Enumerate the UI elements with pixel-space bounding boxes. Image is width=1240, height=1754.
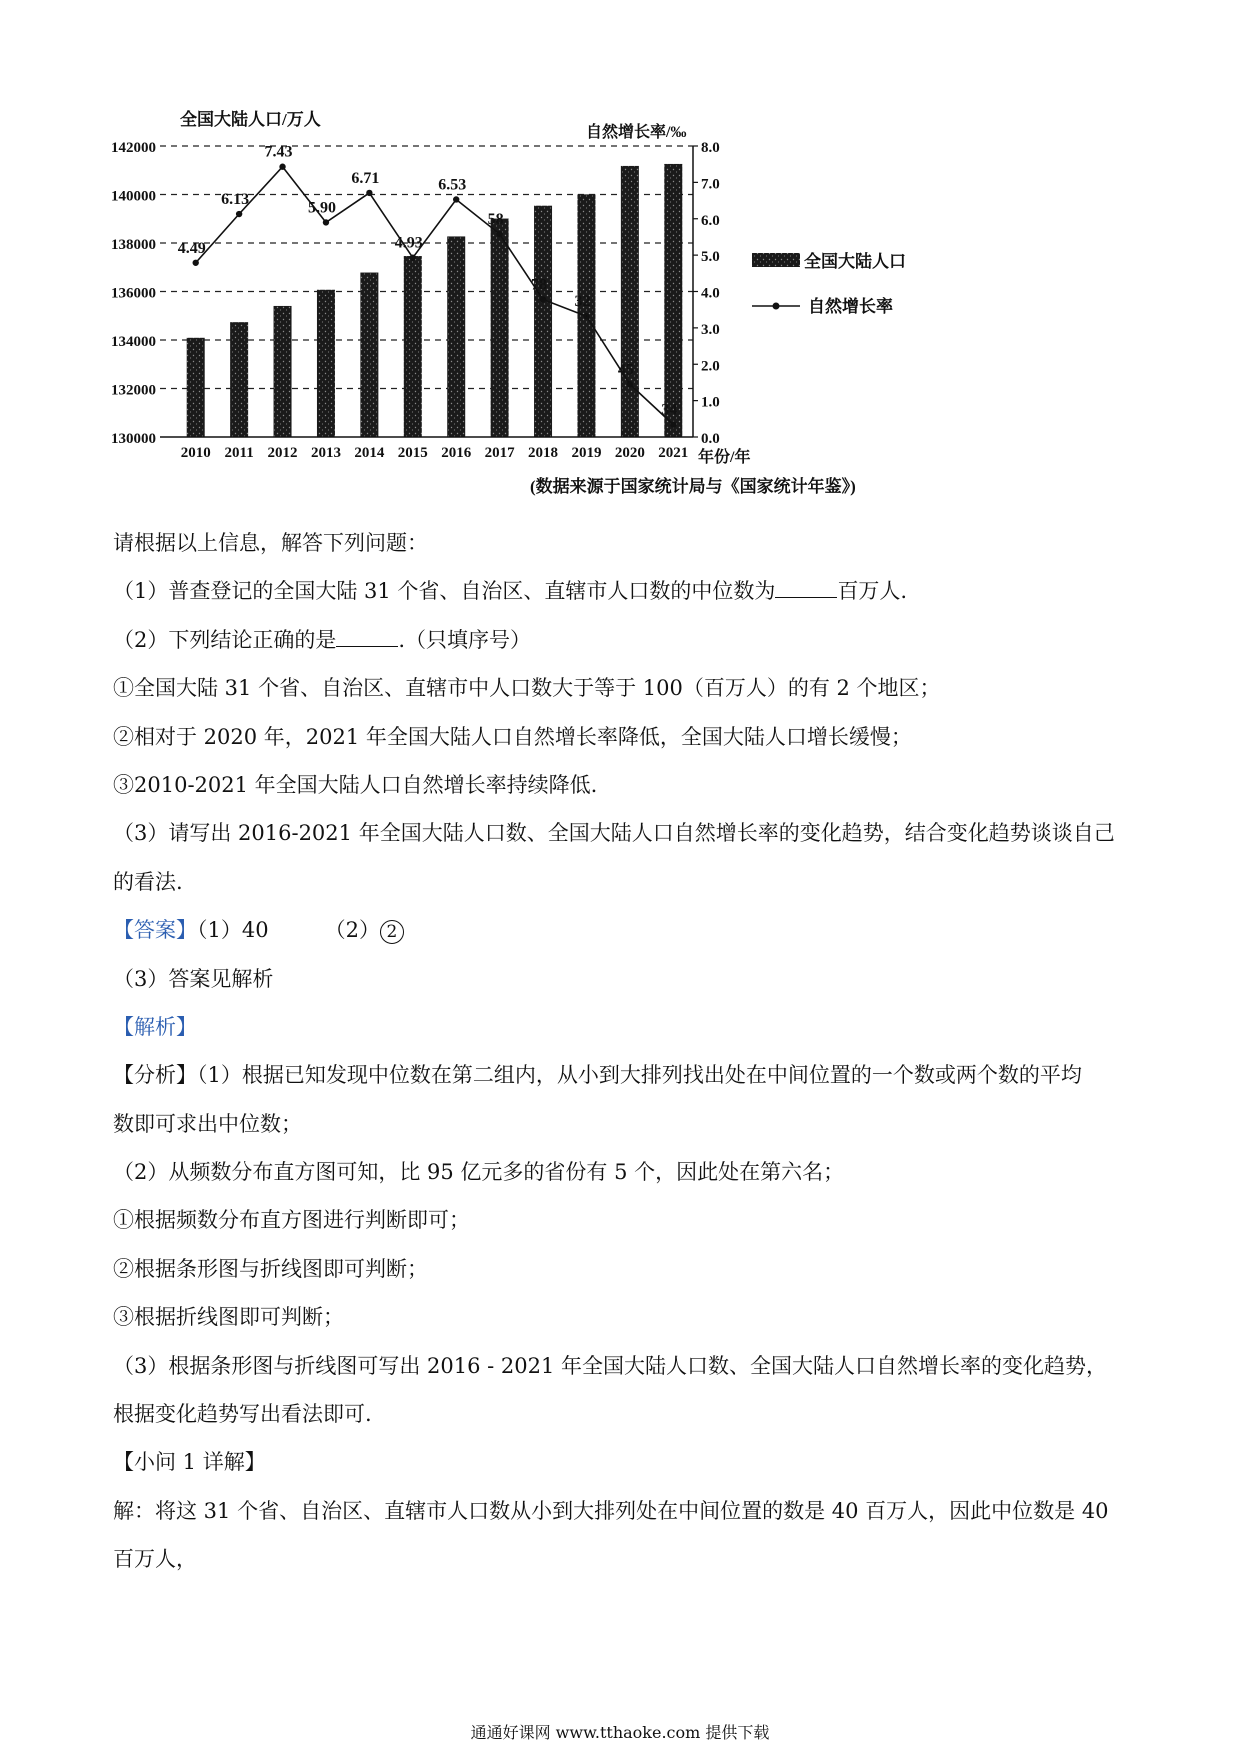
growth-rate-point: [366, 190, 372, 196]
x-tick-label: 2015: [397, 445, 428, 461]
left-tick-label: 136000: [111, 285, 156, 302]
growth-rate-data-label: 6.53: [438, 176, 467, 194]
x-tick-label: 2019: [571, 445, 602, 461]
population-bars: [187, 164, 683, 437]
population-bar: [491, 219, 509, 437]
growth-rate-data-label: 78: [531, 276, 548, 294]
legend-bar-label: 全国大陆人口: [804, 252, 906, 271]
growth-rate-point: [670, 421, 676, 427]
population-bar: [230, 322, 248, 437]
q1-unit: 百万人.: [837, 579, 908, 604]
answer-blank: [336, 626, 398, 647]
x-tick-label: 2013: [310, 445, 341, 461]
statement-3: ③2010-2021 年全国大陆人口自然增长率持续降低.: [113, 772, 598, 797]
population-bar: [621, 166, 639, 437]
answer-line: [113, 915, 1133, 945]
left-tick-label: 134000: [111, 334, 156, 350]
growth-rate-point: [410, 254, 416, 260]
analysis-2: （2）从频数分布直方图可知，比 95 亿元多的省份有 5 个，因此处在第六名；: [113, 1160, 845, 1185]
growth-rate-point: [193, 260, 199, 266]
growth-rate-data-label: 45: [617, 361, 634, 379]
answer-2-circled: 2: [380, 920, 404, 944]
answer-1: （1）40: [197, 918, 269, 943]
right-tick-label: 6.0: [701, 212, 720, 229]
growth-rate-line: [178, 144, 678, 428]
analysis-tag: 【解析】: [113, 1014, 197, 1039]
left-tick-label: 140000: [111, 188, 156, 205]
growth-rate-point: [627, 381, 633, 387]
growth-rate-point: [453, 196, 459, 202]
answer-tag: 【答案】: [113, 918, 197, 943]
right-tick-label: 2.0: [701, 358, 720, 375]
population-bar: [534, 206, 552, 437]
growth-rate-polyline: [196, 167, 674, 425]
growth-rate-data-label: 7.43: [264, 143, 293, 161]
growth-rate-point: [540, 296, 546, 302]
x-tick-label: 2016: [441, 445, 472, 461]
question-text: [113, 528, 1133, 1593]
q2-text: （2）下列结论正确的是: [113, 627, 337, 652]
analysis-2-1: ①根据频数分布直方图进行判断即可；: [113, 1208, 470, 1233]
growth-rate-data-label: 4.49: [177, 239, 206, 257]
legend-line-label: 自然增长率: [808, 297, 893, 316]
x-tick-label: 2014: [354, 445, 385, 461]
answer-blank: [775, 577, 837, 598]
analysis-3-line-1: （3）根据条形图与折线图可写出 2016 - 2021 年全国大陆人口数、全国大陆人口自然增长率的变化趋势，: [113, 1353, 1108, 1378]
left-axis-label: 全国大陆人口/万人: [180, 110, 321, 129]
legend-bar-swatch: [752, 253, 800, 267]
question-1: [113, 576, 1133, 606]
population-bar: [274, 306, 292, 437]
right-tick-label: 1.0: [701, 394, 720, 411]
question-3-line-2: 的看法.: [113, 869, 183, 894]
answer-2-label: （2）: [324, 918, 380, 943]
x-tick-label: 2020: [614, 445, 645, 461]
growth-rate-point: [496, 231, 502, 237]
q1-text: （1）普查登记的全国大陆 31 个省、自治区、直辖市人口数的中位数为: [113, 579, 776, 604]
question-3-line-1: （3）请写出 2016-2021 年全国大陆人口数、全国大陆人口自然增长率的变化趋势，结合变化趋势谈谈自己: [113, 821, 1115, 846]
right-tick-label: 4.0: [701, 285, 720, 302]
solution-line-2: 百万人，: [113, 1547, 197, 1572]
growth-rate-point: [583, 313, 589, 319]
growth-rate-data-label: 34: [661, 401, 678, 419]
growth-rate-data-label: 4.93: [394, 234, 423, 252]
growth-rate-data-label: 32: [574, 293, 591, 311]
population-bar: [187, 338, 205, 437]
growth-rate-point: [236, 211, 242, 217]
x-tick-label: 2011: [224, 445, 254, 461]
population-chart: [0, 0, 1240, 500]
x-tick-label: 2021: [658, 445, 689, 461]
analysis-1-line-1: 【分析】（1）根据已知发现中位数在第二组内，从小到大排列找出处在中间位置的一个数或两个数的平均: [113, 1063, 1082, 1088]
right-tick-label: 0.0: [701, 431, 720, 447]
left-tick-label: 138000: [111, 237, 156, 253]
analysis-1-line-2: 数即可求出中位数；: [113, 1111, 302, 1136]
q2-note: .（只填序号）: [398, 627, 532, 652]
growth-rate-data-label: 5.90: [307, 199, 336, 217]
x-tick-label: 2010: [180, 445, 211, 461]
footer-watermark: 通通好课网 www.tthaoke.com 提供下载: [470, 1723, 770, 1742]
statement-1: ①全国大陆 31 个省、自治区、直辖市中人口数大于等于 100（百万人）的有 2 个地区；: [113, 676, 941, 701]
growth-rate-data-label: 6.13: [221, 191, 250, 209]
left-tick-label: 132000: [111, 382, 156, 399]
detail-1-heading: 【小问 1 详解】: [113, 1450, 266, 1475]
population-bar: [360, 273, 378, 437]
x-tick-label: 2012: [267, 445, 298, 461]
population-bar: [447, 236, 465, 437]
x-axis-label: 年份/年: [698, 449, 751, 466]
source-note: (数据来源于国家统计局与《国家统计年鉴》): [530, 477, 856, 496]
population-bar: [664, 164, 682, 437]
population-bar: [317, 290, 335, 437]
statement-2: ②相对于 2020 年，2021 年全国大陆人口自然增长率降低，全国大陆人口增长缓慢；: [113, 724, 912, 749]
analysis-2-3: ③根据折线图即可判断；: [113, 1305, 344, 1330]
right-tick-label: 5.0: [701, 249, 720, 266]
analysis-2-2: ②根据条形图与折线图即可判断；: [113, 1256, 428, 1281]
legend-line-marker: [773, 303, 780, 310]
question-2: [113, 625, 1133, 655]
left-tick-label: 130000: [111, 431, 156, 447]
analysis-3-line-2: 根据变化趋势写出看法即可.: [113, 1402, 372, 1427]
intro-line: 请根据以上信息，解答下列问题：: [113, 531, 428, 555]
population-bar: [404, 256, 422, 437]
right-tick-label: 8.0: [701, 140, 720, 156]
solution-line-1: 解：将这 31 个省、自治区、直辖市人口数从小到大排列处在中间位置的数是 40 百万人，因此中位数是 40: [113, 1498, 1109, 1523]
growth-rate-point: [323, 219, 329, 225]
x-tick-label: 2018: [528, 445, 559, 461]
right-tick-label: 7.0: [701, 176, 720, 193]
right-axis-label: 自然增长率/‰: [586, 124, 687, 141]
growth-rate-point: [279, 164, 285, 170]
x-tick-label: 2017: [484, 445, 515, 461]
answer-3: （3）答案见解析: [113, 966, 274, 991]
growth-rate-data-label: 6.71: [351, 169, 380, 187]
left-tick-label: 142000: [111, 140, 156, 156]
right-tick-label: 3.0: [701, 321, 720, 338]
growth-rate-data-label: 58: [487, 211, 504, 229]
legend: [752, 251, 906, 316]
